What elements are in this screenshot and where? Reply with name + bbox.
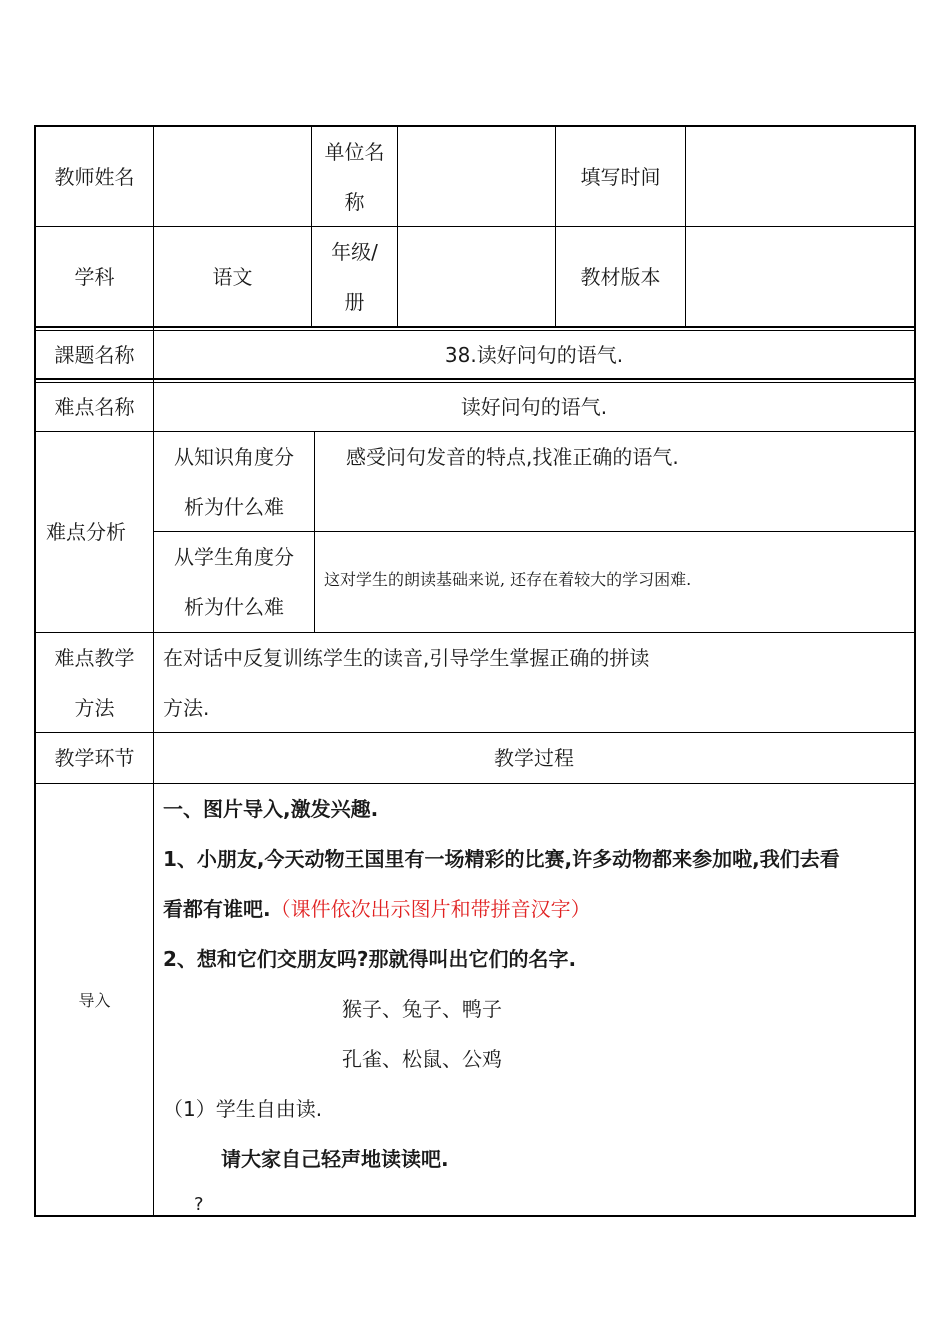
student-angle-value: 这对学生的朗读基础来说, 还存在着较大的学习困难. xyxy=(324,570,692,589)
method-value-line1: 在对话中反复训练学生的读音,引导学生掌握正确的拼读 xyxy=(163,646,650,670)
stage-header: 教学环节 xyxy=(54,746,135,770)
intro-paragraph-1-text: 看都有谁吧. xyxy=(163,897,271,921)
difficulty-value: 读好问句的语气. xyxy=(460,395,608,419)
question-mark: ? xyxy=(194,1194,204,1215)
unit-name-label-line2: 称 xyxy=(344,190,365,214)
table-border-bottom xyxy=(34,1215,916,1217)
courseware-note: （课件依次出示图片和带拼音汉字） xyxy=(270,897,591,921)
knowledge-angle-label xyxy=(154,432,314,532)
intro-paragraph-1-line2 xyxy=(163,884,908,934)
unit-name-label xyxy=(312,127,397,227)
student-angle-label-line1: 从学生角度分 xyxy=(174,545,294,569)
subject-label: 学科 xyxy=(74,265,115,289)
method-value xyxy=(163,633,903,733)
row-divider xyxy=(34,326,916,328)
animal-names-line2: 孔雀、松鼠、公鸡 xyxy=(342,1047,502,1071)
method-value-line2: 方法. xyxy=(163,696,210,720)
method-label-line2: 方法 xyxy=(74,696,115,720)
step-1: （1）学生自由读. xyxy=(163,1097,323,1121)
teacher-name-field[interactable] xyxy=(154,127,311,226)
knowledge-angle-value: 感受问句发音的特点,找准正确的语气. xyxy=(346,445,679,469)
intro-heading: 一、图片导入,激发兴趣. xyxy=(163,797,379,821)
knowledge-angle-label-line2: 析为什么难 xyxy=(184,495,284,519)
method-label xyxy=(36,633,153,733)
textbook-label: 教材版本 xyxy=(580,265,661,289)
grade-label xyxy=(312,227,397,327)
step-1-instruction: 请大家自己轻声地读读吧. xyxy=(221,1147,449,1171)
difficulty-label: 难点名称 xyxy=(54,395,135,419)
intro-stage-label: 导入 xyxy=(78,991,111,1010)
unit-name-label-line1: 单位名 xyxy=(324,140,385,164)
fill-time-field[interactable] xyxy=(686,127,914,226)
table-border-right xyxy=(914,125,916,1217)
knowledge-angle-label-line1: 从知识角度分 xyxy=(174,445,294,469)
process-header: 教学过程 xyxy=(494,746,574,770)
animal-names-line1: 猴子、兔子、鸭子 xyxy=(342,997,502,1021)
fill-time-label: 填写时间 xyxy=(580,165,661,189)
column-divider xyxy=(314,431,315,632)
student-angle-label xyxy=(154,532,314,632)
topic-value: 38.读好问句的语气. xyxy=(444,343,624,367)
method-label-line1: 难点教学 xyxy=(54,646,135,670)
grade-field[interactable] xyxy=(398,227,555,326)
grade-label-line2: 册 xyxy=(344,290,365,314)
intro-paragraph-2: 2、想和它们交朋友吗?那就得叫出它们的名字. xyxy=(163,947,577,971)
grade-label-line1: 年级/ xyxy=(331,240,378,264)
intro-paragraph-1-line1: 1、小朋友,今天动物王国里有一场精彩的比赛,许多动物都来参加啦,我们去看 xyxy=(163,847,840,871)
teacher-name-label: 教师姓名 xyxy=(54,165,135,189)
topic-label: 課题名称 xyxy=(54,343,135,367)
unit-name-field[interactable] xyxy=(398,127,555,226)
subject-value: 语文 xyxy=(212,265,253,289)
analysis-label: 难点分析 xyxy=(46,520,126,544)
textbook-field[interactable] xyxy=(686,227,914,326)
student-angle-label-line2: 析为什么难 xyxy=(184,595,284,619)
